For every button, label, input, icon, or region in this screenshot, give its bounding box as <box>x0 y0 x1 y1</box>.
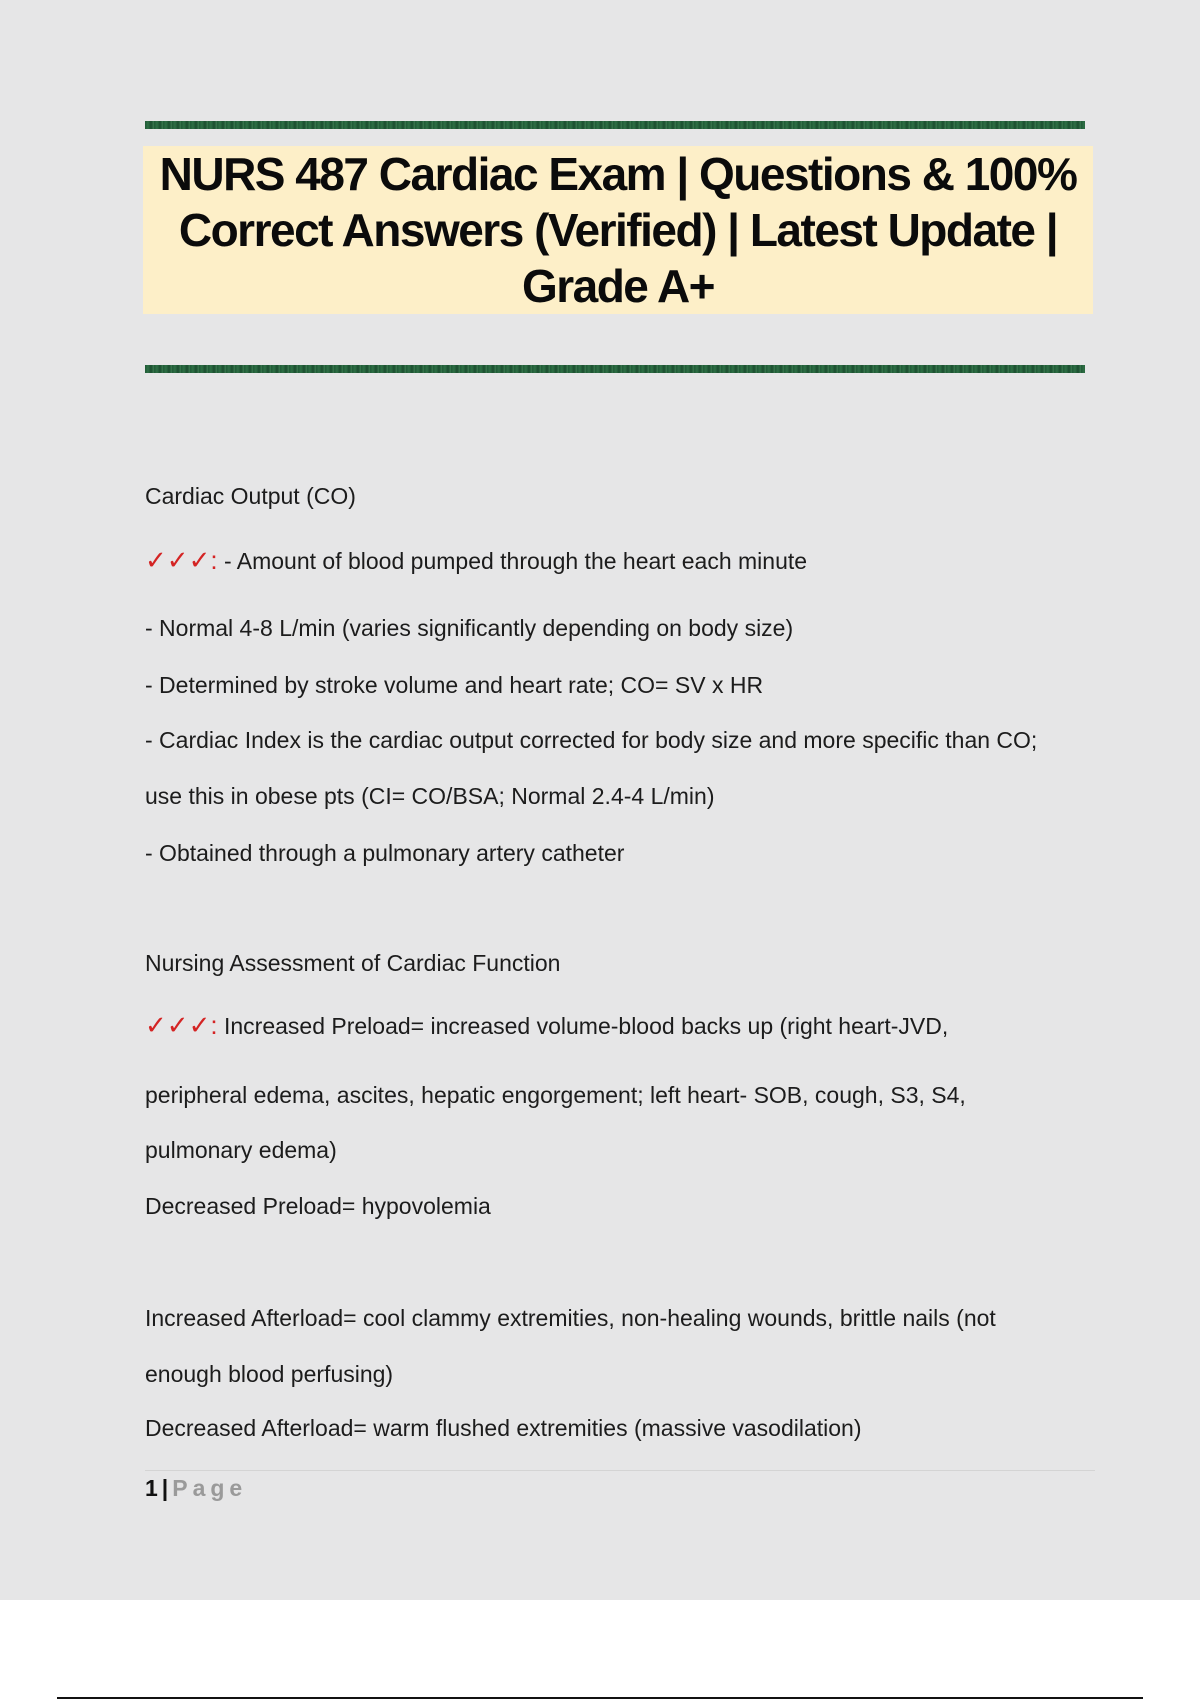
answer-text: Increased Preload= increased volume-blood backs up (right heart-JVD, <box>217 1013 949 1039</box>
footer-divider <box>145 1470 1095 1471</box>
title-banner <box>143 146 1093 314</box>
answer-text: - Amount of blood pumped through the heart each minute <box>217 548 808 574</box>
check-marks-icon: ✓✓✓: <box>145 545 218 575</box>
body-line: - Cardiac Index is the cardiac output corrected for body size and more specific than CO; <box>145 727 1038 753</box>
body-line: pulmonary edema) <box>145 1137 337 1163</box>
check-marks-icon: ✓✓✓: <box>145 1010 218 1040</box>
body-line: enough blood perfusing) <box>145 1361 394 1387</box>
title-top-rule <box>145 121 1085 129</box>
page-footer <box>145 1473 247 1503</box>
body-line: Increased Afterload= cool clammy extremities, non-healing wounds, brittle nails (not <box>145 1305 996 1331</box>
page-label: Page <box>172 1475 248 1501</box>
footer-separator: | <box>161 1475 169 1501</box>
page-number: 1 <box>145 1475 158 1501</box>
document-title: NURS 487 Cardiac Exam | Questions & 100% Correct Answers (Verified) | Latest Update | Grade A+ <box>159 148 1077 312</box>
body-line: - Obtained through a pulmonary artery catheter <box>145 840 625 866</box>
body-line: Decreased Afterload= warm flushed extremities (massive vasodilation) <box>145 1415 862 1441</box>
next-page-top-rule <box>57 1697 1143 1699</box>
answer-line <box>145 1010 948 1041</box>
body-line: peripheral edema, ascites, hepatic engorgement; left heart- SOB, cough, S3, S4, <box>145 1082 966 1108</box>
section-heading: Nursing Assessment of Cardiac Function <box>145 950 561 976</box>
body-line: - Determined by stroke volume and heart rate; CO= SV x HR <box>145 672 764 698</box>
body-line: - Normal 4-8 L/min (varies significantly depending on body size) <box>145 615 794 641</box>
body-line: use this in obese pts (CI= CO/BSA; Normal 2.4-4 L/min) <box>145 783 715 809</box>
body-line: Decreased Preload= hypovolemia <box>145 1193 491 1219</box>
answer-line <box>145 545 807 576</box>
section-heading: Cardiac Output (CO) <box>145 483 356 509</box>
title-bottom-rule <box>145 365 1085 373</box>
